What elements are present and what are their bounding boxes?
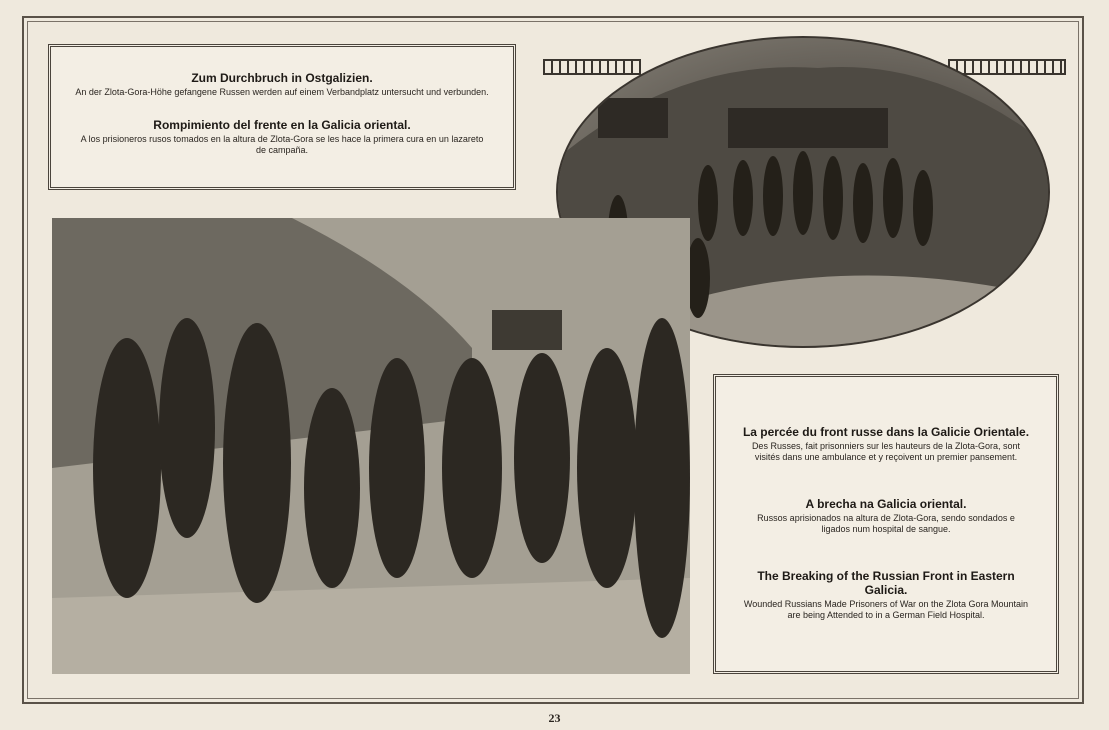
ornament-left	[543, 59, 641, 75]
main-photo-scene	[52, 218, 690, 674]
portuguese-text: Russos aprisionados na altura de Zlota-Gora, sendo sondados e ligados num hospital de sangue.	[757, 513, 1015, 534]
french-title: La percée du front russe dans la Galicie Orientale.	[742, 425, 1030, 439]
english-text: Wounded Russians Made Prisoners of War on the Zlota Gora Mountain are being Attended to in a German Field Hospital.	[743, 599, 1029, 620]
spanish-text: A los prisioneros rusos tomados en la altura de Zlota-Gora se les hace la primera cura en un lazareto de campaña.	[80, 134, 484, 155]
caption-box-right	[713, 374, 1059, 674]
portuguese-title: A brecha na Galicia oriental.	[805, 497, 967, 511]
spanish-title: Rompimiento del frente en la Galicia oriental.	[153, 118, 411, 132]
german-text: An der Zlota-Gora-Höhe gefangene Russen werden auf einem Verbandplatz untersucht und verbunden.	[75, 87, 489, 97]
french-text: Des Russes, fait prisonniers sur les hauteurs de la Zlota-Gora, sont visités dans une ambulance et y reçoivent un premier pansement.	[751, 441, 1021, 462]
german-title: Zum Durchbruch in Ostgalizien.	[191, 71, 373, 85]
english-title: The Breaking of the Russian Front in Eastern Galicia.	[757, 569, 1015, 597]
page-number: 23	[548, 711, 561, 725]
ornament-right	[948, 59, 1066, 75]
caption-box-top	[48, 44, 516, 190]
main-photo	[52, 218, 690, 674]
